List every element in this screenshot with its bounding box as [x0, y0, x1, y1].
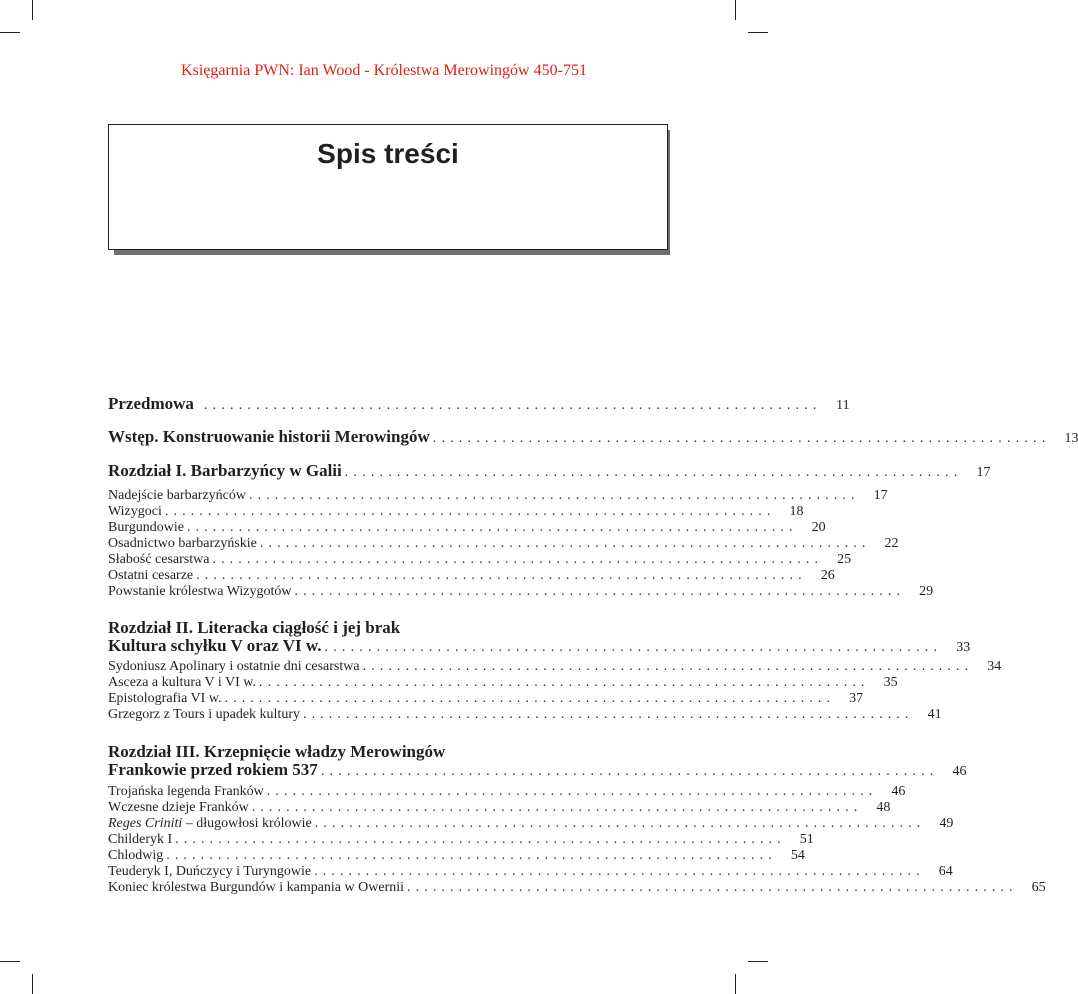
crop-mark — [735, 0, 736, 20]
crop-mark — [748, 32, 768, 33]
toc-item[interactable] — [108, 675, 898, 691]
toc-label-italic: Reges Criniti — [108, 816, 183, 831]
toc-item[interactable] — [108, 488, 888, 504]
crop-mark — [0, 32, 20, 33]
toc-page: 25 — [837, 552, 852, 567]
toc-page: 13 — [1064, 431, 1078, 446]
toc-leader: ....................................................................... — [251, 800, 863, 815]
toc-leader: ....................................................................... — [164, 504, 776, 519]
toc-label: Childeryk I — [108, 832, 173, 847]
toc-item[interactable] — [108, 659, 1002, 675]
toc-label: Frankowie przed rokiem 537 — [108, 760, 318, 779]
crop-mark — [32, 0, 33, 20]
toc-entry-preface[interactable] — [108, 394, 850, 414]
toc-page: 18 — [789, 504, 804, 519]
toc-item[interactable] — [108, 504, 804, 520]
toc-leader: ....................................................................... — [212, 552, 824, 567]
toc-label: Koniec królestwa Burgundów i kampania w Owernii — [108, 880, 405, 895]
toc-leader: ....................................................................... — [432, 431, 1051, 446]
title-box-shadow — [114, 250, 670, 255]
toc-page: 17 — [873, 488, 888, 503]
toc-page: 51 — [799, 832, 814, 847]
toc-item[interactable] — [108, 832, 814, 848]
toc-page: 54 — [790, 848, 805, 863]
toc-page: 33 — [956, 640, 971, 655]
toc-label: Powstanie królestwa Wizygotów — [108, 584, 292, 599]
toc-label-rest: – długowłosi królowie — [182, 816, 312, 831]
toc-entry-intro[interactable] — [108, 427, 1078, 447]
toc-label: Wizygoci — [108, 504, 162, 519]
toc-page: 29 — [919, 584, 934, 599]
toc-item[interactable] — [108, 864, 953, 880]
toc-label: Ostatni cesarze — [108, 568, 194, 583]
toc-label: Asceza a kultura V i VI w. — [108, 675, 256, 690]
header-link[interactable]: Księgarnia PWN: Ian Wood - Królestwa Merowingów 450-751 — [181, 62, 587, 79]
toc-label: Słabość cesarstwa — [108, 552, 210, 567]
toc-chapter-2-title[interactable]: Rozdział II. Literacka ciągłość i jej brak — [108, 618, 401, 637]
toc-leader: ....................................................................... — [314, 816, 926, 831]
toc-page: 49 — [939, 816, 954, 831]
toc-item[interactable] — [108, 880, 1046, 896]
toc-label: Wstęp. Konstruowanie historii Merowingów — [108, 427, 430, 446]
toc-leader: ....................................................................... — [196, 568, 807, 583]
crop-mark — [735, 974, 736, 994]
toc-item[interactable] — [108, 552, 852, 568]
toc-label: Grzegorz z Tours i upadek kultury — [108, 707, 300, 722]
toc-label: Burgundowie — [108, 520, 184, 535]
toc-leader: ....................................................................... — [166, 848, 777, 863]
toc-leader: ....................................................................... — [266, 784, 878, 799]
toc-item[interactable] — [108, 520, 826, 536]
toc-leader: ....................................................................... — [186, 520, 798, 535]
toc-label: Trojańska legenda Franków — [108, 784, 264, 799]
crop-mark — [0, 961, 20, 962]
toc-leader: ....................................................................... — [320, 764, 939, 779]
toc-leader: ....................................................................... — [344, 465, 963, 480]
toc-page: 65 — [1031, 880, 1046, 895]
toc-leader: ....................................................................... — [259, 536, 871, 551]
toc-label — [108, 816, 312, 832]
toc-leader: ....................................................................... — [407, 880, 1018, 895]
toc-label: Sydoniusz Apolinary i ostatnie dni cesarstwa — [108, 659, 360, 674]
toc-label: Rozdział I. Barbarzyńcy w Galii — [108, 461, 342, 480]
toc-item[interactable] — [108, 784, 906, 800]
toc-chapter-3-title[interactable]: Rozdział III. Krzepnięcie władzy Merowingów — [108, 742, 446, 761]
page-title: Spis treści — [317, 138, 459, 169]
toc-page: 11 — [836, 398, 850, 413]
toc-page: 35 — [883, 675, 898, 690]
toc-page: 26 — [820, 568, 835, 583]
toc-label: Wczesne dzieje Franków — [108, 800, 249, 815]
toc-leader: ....................................................................... — [224, 691, 836, 706]
toc-label: Nadejście barbarzyńców — [108, 488, 246, 503]
toc-page: 22 — [884, 536, 899, 551]
toc-leader: ....................................................................... — [203, 398, 822, 413]
crop-mark — [748, 961, 768, 962]
toc-item[interactable] — [108, 800, 891, 816]
toc-page: 48 — [876, 800, 891, 815]
toc-page: 17 — [976, 465, 991, 480]
toc-leader: ....................................................................... — [324, 640, 943, 655]
toc-label: Chlodwig — [108, 848, 164, 863]
toc-page: 64 — [938, 864, 953, 879]
toc-item[interactable] — [108, 536, 899, 552]
toc-label: Epistolografia VI w. — [108, 691, 222, 706]
toc-page: 46 — [891, 784, 906, 799]
toc-item[interactable] — [108, 568, 835, 584]
toc-item[interactable] — [108, 584, 934, 600]
toc-item[interactable] — [108, 848, 805, 864]
toc-leader: ....................................................................... — [294, 584, 906, 599]
toc-page: 37 — [849, 691, 864, 706]
toc-leader: ....................................................................... — [302, 707, 914, 722]
toc-leader: ....................................................................... — [314, 864, 925, 879]
toc-leader: ....................................................................... — [362, 659, 974, 674]
toc-item[interactable] — [108, 707, 942, 723]
toc-entry-chapter-2[interactable] — [108, 636, 971, 656]
toc-item[interactable] — [108, 816, 954, 832]
toc-label: Osadnictwo barbarzyńskie — [108, 536, 257, 551]
toc-leader: ....................................................................... — [175, 832, 786, 847]
toc-page: 46 — [952, 764, 967, 779]
toc-entry-chapter-1[interactable] — [108, 461, 991, 481]
toc-label: Teuderyk I, Duńczycy i Turyngowie — [108, 864, 312, 879]
toc-entry-chapter-3[interactable] — [108, 760, 967, 780]
toc-page: 41 — [927, 707, 942, 722]
toc-leader: ....................................................................... — [248, 488, 860, 503]
toc-label: Kultura schyłku V oraz VI w. — [108, 636, 322, 655]
toc-label: Przedmowa — [108, 394, 194, 413]
toc-leader: ....................................................................... — [259, 675, 870, 690]
toc-item[interactable] — [108, 691, 864, 707]
toc-page: 34 — [987, 659, 1002, 674]
toc-page: 20 — [811, 520, 826, 535]
crop-mark — [32, 974, 33, 994]
